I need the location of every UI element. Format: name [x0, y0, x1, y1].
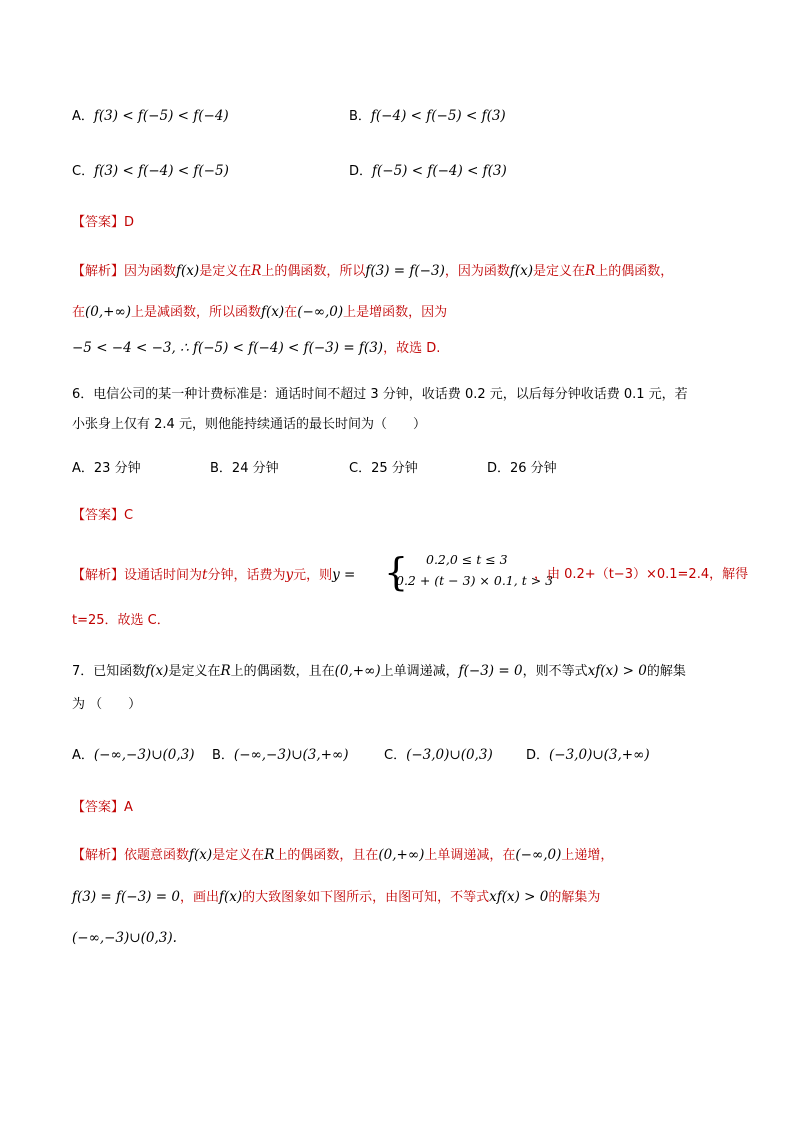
q5-sol-text: 上是减函数，所以函数: [131, 305, 262, 320]
q5-solution-line-2: [72, 302, 447, 323]
q6-solution-line-2: t=25．故选 C．: [72, 613, 170, 628]
q5-solution-line-1: [72, 261, 673, 282]
q6-option-d[interactable]: D．26 分钟: [487, 461, 557, 476]
q5-solution-line-3: [72, 338, 440, 359]
q5-option-a[interactable]: [72, 106, 229, 127]
q7-stem-math: f(x): [145, 663, 169, 679]
q7-option-b-label: B．: [212, 748, 234, 763]
q7-sol-text: 的大致图象如下图所示，由图可知，不等式: [242, 890, 490, 905]
q6-option-b[interactable]: B．24 分钟: [210, 461, 279, 476]
q5-sol-text: 在: [284, 305, 298, 320]
q5-option-b-label: B．: [349, 109, 371, 124]
q5-option-c[interactable]: [72, 161, 229, 182]
q6-solution-line-1: [72, 565, 355, 586]
q5-option-c-label: C．: [72, 164, 95, 179]
q7-sol-text: 是定义在: [212, 848, 265, 863]
q7-option-a-label: A．: [72, 748, 94, 763]
q7-option-a-math: (−∞,−3)∪(0,3): [93, 747, 195, 763]
q7-solution-tag: 【解析】: [72, 848, 125, 863]
q5-sol-math: (0,+∞): [85, 304, 131, 320]
q7-option-c-label: C．: [384, 748, 407, 763]
q6-sol-text: 元，则: [293, 568, 333, 583]
q7-sol-math: (−∞,−3)∪(0,3).: [72, 930, 177, 946]
q5-sol-text: 是定义在: [199, 264, 252, 279]
q7-sol-text: 上的偶函数，且在: [274, 848, 379, 863]
q5-sol-math: f(x): [261, 304, 285, 320]
q5-sol-text: ，故选 D.: [383, 341, 441, 356]
q5-sol-math: R: [585, 263, 596, 279]
q6-piecewise-brace: {: [384, 550, 409, 594]
q7-solution-line-1: [72, 845, 613, 866]
q6-sol-text: 分钟，话费为: [207, 568, 286, 583]
q5-option-b-math: f(−4) < f(−5) < f(3): [370, 108, 506, 124]
q7-stem-text: 是定义在: [168, 664, 221, 679]
q5-sol-math: R: [251, 263, 262, 279]
q5-sol-math: (−∞,0): [297, 304, 344, 320]
q7-stem-text: 上单调递减，: [380, 664, 459, 679]
q7-sol-math: f(x): [189, 847, 213, 863]
q7-option-d[interactable]: [526, 745, 650, 766]
q7-sol-math: (−∞,0): [515, 847, 562, 863]
q6-sol-text: 设通话时间为: [124, 568, 203, 583]
q7-solution-line-3: [72, 928, 177, 949]
q7-option-b[interactable]: [212, 745, 349, 766]
q7-sol-text: 的解集为: [548, 890, 601, 905]
q5-sol-text: 上的偶函数，: [595, 264, 674, 279]
q5-option-d-label: D．: [349, 164, 373, 179]
q5-option-d[interactable]: [349, 161, 507, 182]
q6-stem-line-1: 6．电信公司的某一种计费标准是：通话时间不超过 3 分钟，收话费 0.2 元，以后每分钟收话费 0.1 元，若: [72, 387, 688, 402]
q6-case-2: 0.2 + (t − 3) × 0.1, t > 3: [396, 573, 554, 588]
q5-sol-text: ，因为函数: [444, 264, 510, 279]
q7-sol-math: f(3) = f(−3) = 0: [72, 889, 180, 905]
q5-sol-text: 上的偶函数，所以: [261, 264, 366, 279]
q5-option-a-math: f(3) < f(−5) < f(−4): [93, 108, 229, 124]
q7-sol-text: 依题意函数: [124, 848, 190, 863]
q6-sol-math: y: [285, 567, 294, 583]
q6-option-a[interactable]: A．23 分钟: [72, 461, 141, 476]
q7-option-b-math: (−∞,−3)∪(3,+∞): [233, 747, 349, 763]
q6-solution-line-1-tail: ，由 0.2+（t−3）×0.1=2.4，解得: [534, 567, 749, 582]
q7-stem-line-2: 为 （ ）: [72, 697, 142, 712]
q7-sol-math: (0,+∞): [378, 847, 425, 863]
q7-stem-text: ，则不等式: [522, 664, 588, 679]
q7-stem-line-1: [72, 661, 686, 682]
q5-sol-math: f(x): [509, 263, 534, 279]
q5-sol-math: f(3) = f(−3): [365, 263, 445, 279]
q7-stem-text: 的解集: [646, 664, 686, 679]
q5-option-b[interactable]: [349, 106, 506, 127]
q7-option-c[interactable]: [384, 745, 493, 766]
q6-stem-line-2: 小张身上仅有 2.4 元，则他能持续通话的最长时间为（ ）: [72, 417, 426, 432]
q7-answer: 【答案】A: [72, 800, 133, 815]
q7-sol-text: ，画出: [179, 890, 219, 905]
q7-stem-math: xf(x) > 0: [587, 663, 647, 679]
q5-answer: 【答案】D: [72, 215, 135, 230]
q5-sol-text: 上是增函数，因为: [343, 305, 448, 320]
q6-answer: 【答案】C: [72, 508, 134, 523]
q6-case-1: 0.2,0 ≤ t ≤ 3: [426, 552, 508, 567]
q7-stem-text: 7．已知函数: [72, 664, 146, 679]
q7-stem-text: 上的偶函数，且在: [230, 664, 335, 679]
q7-sol-text: 上单调递减，在: [424, 848, 516, 863]
q7-stem-math: R: [220, 663, 231, 679]
q7-option-d-label: D．: [526, 748, 550, 763]
q6-solution-tag: 【解析】: [72, 568, 125, 583]
q5-sol-text: 在: [72, 305, 86, 320]
q6-option-c[interactable]: C．25 分钟: [349, 461, 418, 476]
q7-sol-text: 上递增，: [561, 848, 614, 863]
q6-sol-math: y =: [332, 567, 356, 583]
q7-option-c-math: (−3,0)∪(0,3): [406, 747, 493, 763]
q5-sol-text: 因为函数: [124, 264, 177, 279]
q6-sol-math: t: [202, 567, 208, 583]
q5-option-a-label: A．: [72, 109, 94, 124]
q7-stem-math: f(−3) = 0: [458, 663, 523, 679]
q7-solution-line-2: [72, 887, 600, 908]
q7-sol-math: xf(x) > 0: [489, 889, 549, 905]
q7-stem-math: (0,+∞): [334, 663, 381, 679]
q5-option-c-math: f(3) < f(−4) < f(−5): [94, 163, 229, 179]
q7-option-d-math: (−3,0)∪(3,+∞): [549, 747, 650, 763]
q7-sol-math: R: [264, 847, 275, 863]
q7-sol-math: f(x): [218, 889, 243, 905]
q5-sol-math: f(x): [176, 263, 200, 279]
q5-option-d-math: f(−5) < f(−4) < f(3): [372, 163, 507, 179]
q5-solution-tag: 【解析】: [72, 264, 125, 279]
q5-sol-text: 是定义在: [533, 264, 586, 279]
q7-option-a[interactable]: [72, 745, 195, 766]
q5-sol-math: −5 < −4 < −3, ∴ f(−5) < f(−4) < f(−3) = f(3): [72, 340, 384, 356]
